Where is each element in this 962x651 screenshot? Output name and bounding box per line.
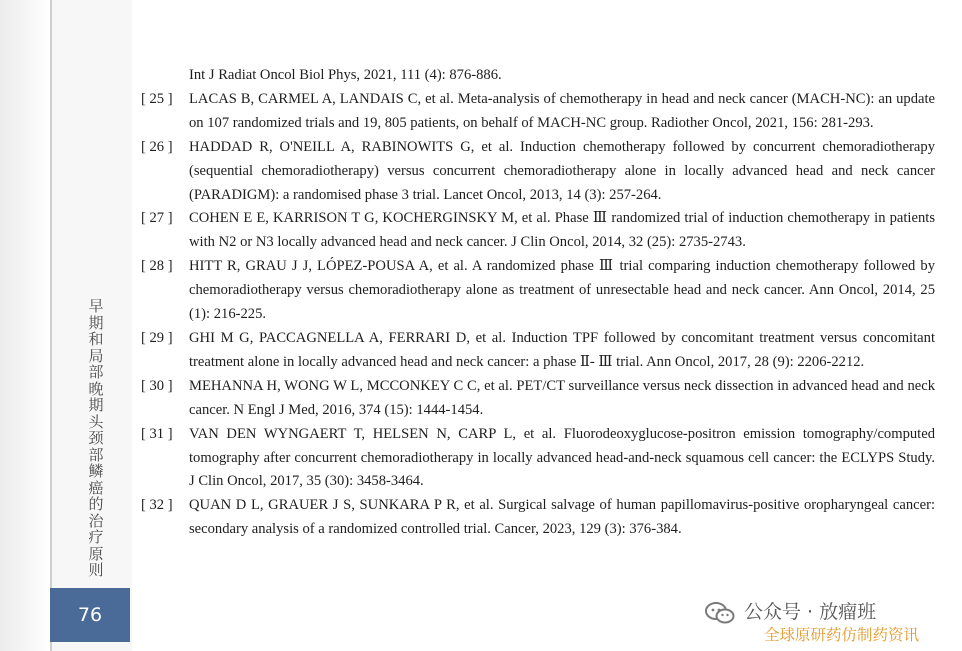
chapter-title-char: 疗 xyxy=(88,528,104,546)
reference-number: [ 25 ] xyxy=(141,90,173,107)
watermark-account-name: 公众号 · 放瘤班 xyxy=(744,601,877,623)
reference-number: [ 27 ] xyxy=(141,210,173,227)
reference-entry xyxy=(141,423,935,495)
page-gutter xyxy=(0,0,50,651)
reference-text: HITT R, GRAU J J, LÓPEZ-POUSA A, et al. A randomized phase Ⅲ trial comparing induction chemotherapy followed by chemoradiotherapy versus chemoradiotherapy alone as treatment of unresectable head and neck cancer. Ann Oncol, 2014, 25 (1): 216-225. xyxy=(189,258,935,323)
reference-number: [ 28 ] xyxy=(141,258,173,275)
chapter-title-char: 晚 xyxy=(88,379,104,398)
reference-list xyxy=(141,64,935,542)
watermark-tagline: 全球原研药仿制药资讯 xyxy=(764,626,920,644)
reference-number: [ 29 ] xyxy=(141,329,173,346)
watermark xyxy=(704,597,954,647)
chapter-title-char: 头 xyxy=(88,412,104,431)
reference-entry xyxy=(141,136,935,208)
reference-entry xyxy=(141,375,935,423)
reference-entry xyxy=(141,255,935,327)
chapter-title-char: 早 xyxy=(88,297,104,315)
chapter-title-char: 的 xyxy=(88,495,104,513)
reference-continuation: Int J Radiat Oncol Biol Phys, 2021, 111 (4): 876-886. xyxy=(189,67,502,83)
page-number: 76 xyxy=(50,588,130,642)
chapter-title-char: 局 xyxy=(88,346,104,365)
reference-entry xyxy=(141,494,935,542)
chapter-title-char: 和 xyxy=(88,330,104,348)
reference-text: HADDAD R, O'NEILL A, RABINOWITS G, et al. Induction chemotherapy followed by concurrent chemoradiotherapy (sequential chemoradiotherapy) versus concurrent chemoradiotherapy alone in locally advanced head and neck cancer (PARADIGM): a randomised phase 3 trial. Lancet Oncol, 2013, 14 (3): 257-264. xyxy=(189,138,935,203)
reference-text: LACAS B, CARMEL A, LANDAIS C, et al. Meta-analysis of chemotherapy in head and neck cancer (MACH-NC): an update on 107 randomized trials and 19, 805 patients, on behalf of MACH-NC group. Radiother Oncol, 2021, 156: 281-293. xyxy=(189,90,935,131)
reference-text: GHI M G, PACCAGNELLA A, FERRARI D, et al. Induction TPF followed by concomitant treatment versus concomitant treatment alone in locally advanced head and neck cancer: a phase Ⅱ- Ⅲ trial. Ann Oncol, 2017, 28 (9): 2206-2212. xyxy=(189,329,935,370)
reference-number: [ 26 ] xyxy=(141,138,173,155)
reference-text: QUAN D L, GRAUER J S, SUNKARA P R, et al. Surgical salvage of human papillomavirus-positive oropharyngeal cancer: secondary analysis of a randomized controlled trial. Cancer, 2023, 129 (3): 376-384. xyxy=(189,497,935,538)
chapter-title-char: 则 xyxy=(88,561,104,579)
reference-text: VAN DEN WYNGAERT T, HELSEN N, CARP L, et al. Fluorodeoxyglucose-positron emission tomography/computed tomography after concurrent chemoradiotherapy in locally advanced head-and-neck squamous cell cancer: the ECLYPS Study. J Clin Oncol, 2017, 35 (30): 3458-3464. xyxy=(189,425,935,490)
chapter-title-char: 期 xyxy=(88,396,104,414)
chapter-title-char: 颈 xyxy=(88,429,104,447)
chapter-title-char: 癌 xyxy=(88,478,104,497)
chapter-title-char: 期 xyxy=(88,313,104,332)
reference-entry xyxy=(141,207,935,255)
reference-number: [ 32 ] xyxy=(141,497,173,514)
reference-entry xyxy=(141,327,935,375)
chapter-title-char: 部 xyxy=(88,363,104,381)
reference-number: [ 30 ] xyxy=(141,377,173,394)
running-chapter-title xyxy=(85,298,107,579)
reference-text: MEHANNA H, WONG W L, MCCONKEY C C, et al. PET/CT surveillance versus neck dissection in advanced head and neck cancer. N Engl J Med, 2016, 374 (15): 1444-1454. xyxy=(189,377,935,418)
reference-entry xyxy=(141,88,935,136)
chapter-title-char: 部 xyxy=(88,445,104,464)
reference-text: COHEN E E, KARRISON T G, KOCHERGINSKY M, et al. Phase Ⅲ randomized trial of induction chemotherapy in patients with N2 or N3 locally advanced head and neck cancer. J Clin Oncol, 2014, 32 (25): 2735-2743. xyxy=(189,210,935,251)
chapter-title-char: 鳞 xyxy=(88,462,104,480)
wechat-icon xyxy=(704,601,736,625)
reference-number: [ 31 ] xyxy=(141,425,173,442)
chapter-title-char: 治 xyxy=(88,511,104,530)
chapter-title-char: 原 xyxy=(88,544,104,563)
